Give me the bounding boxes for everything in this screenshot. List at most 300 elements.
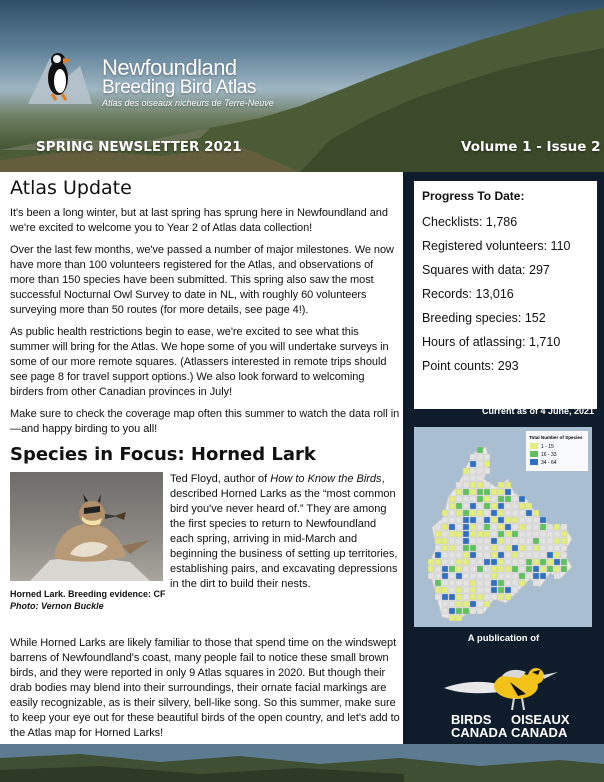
map-square bbox=[491, 524, 497, 530]
species-focus-section bbox=[10, 472, 400, 630]
map-square bbox=[477, 454, 483, 460]
map-square bbox=[498, 545, 504, 551]
map-square bbox=[519, 503, 525, 509]
map-square bbox=[554, 531, 560, 537]
map-square bbox=[456, 566, 462, 572]
map-square bbox=[477, 496, 483, 502]
map-square bbox=[505, 517, 511, 523]
map-square bbox=[519, 545, 525, 551]
map-square bbox=[491, 545, 497, 551]
map-square bbox=[533, 545, 539, 551]
map-square bbox=[491, 489, 497, 495]
map-square bbox=[533, 538, 539, 544]
map-square bbox=[484, 545, 490, 551]
map-square bbox=[540, 573, 546, 579]
map-square bbox=[512, 573, 518, 579]
map-legend-label: 34 - 64 bbox=[541, 460, 557, 466]
progress-box bbox=[414, 181, 597, 409]
map-square bbox=[477, 510, 483, 516]
map-square bbox=[540, 552, 546, 558]
map-square bbox=[470, 468, 476, 474]
map-square bbox=[484, 580, 490, 586]
map-square bbox=[533, 531, 539, 537]
map-square bbox=[498, 587, 504, 593]
map-square bbox=[505, 482, 511, 488]
map-square bbox=[449, 503, 455, 509]
map-square bbox=[484, 510, 490, 516]
map-square bbox=[442, 538, 448, 544]
map-square bbox=[554, 559, 560, 565]
map-square bbox=[561, 524, 567, 530]
map-square bbox=[519, 524, 525, 530]
map-square bbox=[456, 517, 462, 523]
map-square bbox=[470, 482, 476, 488]
map-square bbox=[428, 559, 434, 565]
map-square bbox=[512, 496, 518, 502]
map-square bbox=[533, 566, 539, 572]
map-square bbox=[491, 503, 497, 509]
birds-canada-logo-text bbox=[451, 713, 507, 739]
map-square bbox=[435, 587, 441, 593]
atlas-update-paragraph: It's been a long winter, but at last spring has sprung here in Newfoundland and we're excited to welcome you to Year 2 of Atlas data collection! bbox=[10, 207, 388, 234]
map-square bbox=[456, 608, 462, 614]
map-square bbox=[435, 552, 441, 558]
map-square bbox=[498, 580, 504, 586]
map-square bbox=[484, 566, 490, 572]
map-square bbox=[435, 531, 441, 537]
map-square bbox=[428, 573, 434, 579]
map-square bbox=[547, 524, 553, 530]
map-square bbox=[498, 559, 504, 565]
map-square bbox=[449, 580, 455, 586]
map-square bbox=[484, 468, 490, 474]
map-square bbox=[456, 587, 462, 593]
map-square bbox=[449, 545, 455, 551]
map-square bbox=[547, 538, 553, 544]
map-square bbox=[533, 510, 539, 516]
map-square bbox=[470, 475, 476, 481]
map-square bbox=[484, 454, 490, 460]
current-as-of-label: Current as of 4 June, 2021 bbox=[481, 406, 594, 416]
map-square bbox=[491, 566, 497, 572]
map-square bbox=[519, 573, 525, 579]
map-square bbox=[456, 531, 462, 537]
map-square bbox=[470, 594, 476, 600]
map-square bbox=[533, 573, 539, 579]
map-square bbox=[512, 503, 518, 509]
map-square bbox=[554, 538, 560, 544]
map-square bbox=[491, 580, 497, 586]
map-square bbox=[428, 566, 434, 572]
map-square bbox=[477, 594, 483, 600]
map-square bbox=[442, 524, 448, 530]
map-square bbox=[442, 573, 448, 579]
map-square bbox=[463, 531, 469, 537]
map-square bbox=[561, 552, 567, 558]
map-square bbox=[484, 538, 490, 544]
map-square bbox=[540, 538, 546, 544]
map-square bbox=[477, 552, 483, 558]
logo-en-line2: CANADA bbox=[451, 725, 508, 740]
map-square bbox=[456, 559, 462, 565]
map-square bbox=[477, 482, 483, 488]
map-square bbox=[456, 545, 462, 551]
map-square bbox=[463, 496, 469, 502]
map-square bbox=[498, 552, 504, 558]
map-square bbox=[477, 517, 483, 523]
map-square bbox=[526, 573, 532, 579]
map-square bbox=[470, 454, 476, 460]
map-square bbox=[498, 503, 504, 509]
intro-text-rest: , described Horned Larks as the “most common bird you've never heard of.” They are among the first species to return to Newfoundland each spring, arriving in mid-March and beginning the business of setting up territories, establishing pairs, and excavating depressions in the dirt to build their nests. bbox=[170, 473, 398, 590]
map-square bbox=[456, 496, 462, 502]
atlas-update-paragraph: Make sure to check the coverage map often this summer to watch the data roll in—and happy birding to you all! bbox=[10, 408, 400, 435]
map-square bbox=[484, 489, 490, 495]
map-square bbox=[442, 594, 448, 600]
map-square bbox=[505, 496, 511, 502]
map-legend-label: 16 - 33 bbox=[541, 452, 557, 458]
map-square bbox=[554, 552, 560, 558]
map-square bbox=[442, 580, 448, 586]
map-square bbox=[463, 573, 469, 579]
map-square bbox=[554, 524, 560, 530]
brand-title: Newfoundland bbox=[102, 55, 237, 80]
map-square bbox=[505, 580, 511, 586]
map-legend-swatch bbox=[530, 443, 538, 449]
map-square bbox=[456, 601, 462, 607]
map-square bbox=[442, 545, 448, 551]
map-square bbox=[505, 552, 511, 558]
map-square bbox=[484, 559, 490, 565]
map-square bbox=[463, 482, 469, 488]
coverage-map[interactable] bbox=[414, 427, 592, 627]
map-square bbox=[512, 517, 518, 523]
map-square bbox=[561, 538, 567, 544]
map-square bbox=[477, 489, 483, 495]
map-square bbox=[526, 559, 532, 565]
map-square bbox=[519, 580, 525, 586]
map-square bbox=[477, 531, 483, 537]
map-square bbox=[484, 587, 490, 593]
map-square bbox=[463, 608, 469, 614]
map-square bbox=[505, 545, 511, 551]
map-square bbox=[449, 531, 455, 537]
photo-caption-title: Horned Lark. Breeding evidence: CF bbox=[10, 589, 166, 599]
map-square bbox=[512, 524, 518, 530]
map-square bbox=[435, 559, 441, 565]
map-square bbox=[484, 461, 490, 467]
atlas-update-paragraph: As public health restrictions begin to ease, we're excited to see what this summer will bring for the Atlas. We hope some of you will undertake surveys in some of our more remote squares. (Atlassers interested in remote trips should see page 8 for travel support options.) We also look forward to welcoming birders from other Canadian provinces in July! bbox=[10, 326, 389, 398]
map-square bbox=[547, 531, 553, 537]
map-square bbox=[554, 573, 560, 579]
logo-fr-line1: OISEAUX bbox=[511, 712, 570, 727]
newsletter-label: SPRING NEWSLETTER 2021 bbox=[36, 139, 242, 155]
map-square bbox=[526, 517, 532, 523]
map-square bbox=[477, 559, 483, 565]
map-square bbox=[470, 552, 476, 558]
map-square bbox=[463, 517, 469, 523]
map-square bbox=[470, 517, 476, 523]
map-square bbox=[463, 566, 469, 572]
map-square bbox=[477, 503, 483, 509]
publication-label: A publication of bbox=[467, 633, 540, 644]
map-square bbox=[505, 566, 511, 572]
map-square bbox=[456, 594, 462, 600]
map-square bbox=[498, 496, 504, 502]
stat-checklists: Checklists: 1,786 bbox=[422, 215, 518, 229]
map-square bbox=[561, 545, 567, 551]
map-square bbox=[505, 489, 511, 495]
map-square bbox=[470, 538, 476, 544]
map-square bbox=[484, 496, 490, 502]
map-square bbox=[498, 482, 504, 488]
map-square bbox=[470, 587, 476, 593]
stat-breeding-species: Breeding species: 152 bbox=[422, 311, 546, 325]
stat-squares: Squares with data: 297 bbox=[422, 263, 550, 277]
stat-records: Records: 13,016 bbox=[422, 287, 514, 301]
species-focus-intro bbox=[170, 472, 402, 592]
map-square bbox=[449, 594, 455, 600]
map-square bbox=[456, 573, 462, 579]
map-square bbox=[477, 601, 483, 607]
map-square bbox=[561, 566, 567, 572]
map-square bbox=[449, 601, 455, 607]
map-square bbox=[435, 538, 441, 544]
map-square bbox=[533, 517, 539, 523]
map-square bbox=[456, 503, 462, 509]
map-square bbox=[561, 531, 567, 537]
map-square bbox=[470, 461, 476, 467]
map-square bbox=[540, 545, 546, 551]
map-square bbox=[519, 510, 525, 516]
map-square bbox=[526, 552, 532, 558]
map-square bbox=[470, 510, 476, 516]
map-square bbox=[540, 517, 546, 523]
map-square bbox=[505, 510, 511, 516]
map-square bbox=[477, 580, 483, 586]
map-square bbox=[477, 524, 483, 530]
map-square bbox=[512, 510, 518, 516]
map-square bbox=[449, 510, 455, 516]
map-square bbox=[484, 601, 490, 607]
map-square bbox=[456, 524, 462, 530]
map-square bbox=[491, 573, 497, 579]
map-square bbox=[442, 517, 448, 523]
map-square bbox=[561, 559, 567, 565]
map-square bbox=[498, 538, 504, 544]
map-square bbox=[484, 503, 490, 509]
map-square bbox=[519, 496, 525, 502]
map-square bbox=[484, 517, 490, 523]
bottom-landscape-image bbox=[0, 744, 604, 782]
map-square bbox=[533, 524, 539, 530]
map-square bbox=[540, 524, 546, 530]
map-square bbox=[554, 545, 560, 551]
map-square bbox=[470, 524, 476, 530]
map-square bbox=[470, 489, 476, 495]
map-square bbox=[484, 573, 490, 579]
map-square bbox=[540, 531, 546, 537]
map-square bbox=[463, 538, 469, 544]
map-square bbox=[547, 566, 553, 572]
logo-en-line1: BIRDS bbox=[451, 712, 492, 727]
map-square bbox=[470, 601, 476, 607]
map-square bbox=[477, 538, 483, 544]
map-square bbox=[519, 538, 525, 544]
map-square bbox=[554, 566, 560, 572]
birds-canada-meadowlark-icon bbox=[440, 662, 570, 712]
map-square bbox=[442, 510, 448, 516]
map-square bbox=[442, 601, 448, 607]
map-square bbox=[477, 608, 483, 614]
map-square bbox=[463, 559, 469, 565]
map-square bbox=[519, 566, 525, 572]
map-square bbox=[484, 531, 490, 537]
map-square bbox=[484, 552, 490, 558]
map-square bbox=[449, 517, 455, 523]
map-square bbox=[470, 573, 476, 579]
map-square bbox=[463, 594, 469, 600]
map-square bbox=[470, 608, 476, 614]
map-square bbox=[477, 545, 483, 551]
map-square bbox=[547, 545, 553, 551]
map-square bbox=[442, 559, 448, 565]
map-square bbox=[484, 594, 490, 600]
progress-title: Progress To Date: bbox=[422, 189, 525, 203]
map-square bbox=[477, 461, 483, 467]
map-square bbox=[512, 545, 518, 551]
map-square bbox=[449, 538, 455, 544]
map-square bbox=[435, 545, 441, 551]
map-square bbox=[505, 594, 511, 600]
map-legend-swatch bbox=[530, 451, 538, 457]
map-square bbox=[505, 587, 511, 593]
map-square bbox=[512, 531, 518, 537]
photo-credit: Photo: Vernon Buckle bbox=[10, 601, 104, 611]
map-square bbox=[456, 482, 462, 488]
map-square bbox=[498, 489, 504, 495]
header-banner bbox=[0, 0, 604, 172]
map-square bbox=[470, 566, 476, 572]
map-square bbox=[491, 517, 497, 523]
map-square bbox=[526, 531, 532, 537]
map-square bbox=[435, 594, 441, 600]
map-square bbox=[442, 552, 448, 558]
map-square bbox=[491, 538, 497, 544]
map-square bbox=[463, 468, 469, 474]
map-square bbox=[463, 510, 469, 516]
map-square bbox=[456, 580, 462, 586]
main-column bbox=[10, 176, 400, 748]
map-square bbox=[449, 587, 455, 593]
map-square bbox=[484, 524, 490, 530]
horned-lark-photo bbox=[10, 472, 163, 581]
map-square bbox=[456, 552, 462, 558]
map-square bbox=[547, 559, 553, 565]
map-square bbox=[491, 587, 497, 593]
map-square bbox=[519, 559, 525, 565]
map-square bbox=[456, 615, 462, 621]
map-square bbox=[512, 587, 518, 593]
map-square bbox=[505, 503, 511, 509]
photo-caption bbox=[10, 588, 166, 612]
map-square bbox=[435, 566, 441, 572]
atlas-update-heading: Atlas Update bbox=[10, 177, 132, 199]
map-square bbox=[470, 545, 476, 551]
species-focus-paragraph: While Horned Larks are likely familiar to those that spend time on the windswept barrens of Newfoundland's coast, many people fail to notice these small brown birds, and they were reported in only 9 Atlas squares in 2020. But though their drab bodies may blend into their surroundings, their ornate facial markings are easily recognizable, as is their silvery, bell-like song. So this summer, make sure to keep your eye out for these beautiful birds of the open country, and let's add to the Atlas map for Horned Larks! bbox=[10, 637, 400, 739]
map-square bbox=[477, 587, 483, 593]
map-square bbox=[498, 510, 504, 516]
map-square bbox=[505, 573, 511, 579]
map-square bbox=[491, 496, 497, 502]
map-square bbox=[526, 524, 532, 530]
map-square bbox=[526, 538, 532, 544]
map-square bbox=[463, 524, 469, 530]
map-square bbox=[498, 524, 504, 530]
map-square bbox=[519, 531, 525, 537]
map-square bbox=[477, 475, 483, 481]
map-square bbox=[442, 566, 448, 572]
map-square bbox=[512, 566, 518, 572]
map-square bbox=[498, 594, 504, 600]
map-square bbox=[533, 580, 539, 586]
map-square bbox=[512, 580, 518, 586]
map-square bbox=[470, 503, 476, 509]
map-square bbox=[526, 503, 532, 509]
map-square bbox=[449, 496, 455, 502]
map-square bbox=[463, 580, 469, 586]
map-square bbox=[477, 566, 483, 572]
map-square bbox=[526, 566, 532, 572]
map-square bbox=[470, 531, 476, 537]
map-square bbox=[484, 482, 490, 488]
map-square bbox=[442, 531, 448, 537]
map-square bbox=[519, 517, 525, 523]
map-square bbox=[526, 510, 532, 516]
map-square bbox=[470, 496, 476, 502]
map-square bbox=[491, 594, 497, 600]
map-square bbox=[533, 552, 539, 558]
map-square bbox=[519, 552, 525, 558]
map-square bbox=[463, 587, 469, 593]
map-square bbox=[449, 552, 455, 558]
map-square bbox=[449, 608, 455, 614]
map-square bbox=[512, 559, 518, 565]
map-square bbox=[477, 447, 483, 453]
book-title: How to Know the Birds bbox=[270, 473, 382, 485]
volume-issue-label: Volume 1 - Issue 2 bbox=[461, 139, 601, 155]
stat-point-counts: Point counts: 293 bbox=[422, 359, 519, 373]
map-square bbox=[463, 601, 469, 607]
map-square bbox=[435, 524, 441, 530]
map-square bbox=[498, 531, 504, 537]
map-square bbox=[463, 489, 469, 495]
map-legend-swatch bbox=[530, 459, 538, 465]
map-square bbox=[505, 531, 511, 537]
intro-text-start: Ted Floyd, author of bbox=[170, 473, 271, 485]
map-square bbox=[547, 552, 553, 558]
map-square bbox=[498, 573, 504, 579]
map-square bbox=[498, 566, 504, 572]
map-square bbox=[449, 573, 455, 579]
logo-fr-line2: CANADA bbox=[511, 725, 568, 740]
map-square bbox=[505, 524, 511, 530]
puffin-logo-icon bbox=[22, 38, 94, 110]
map-square bbox=[533, 559, 539, 565]
map-square bbox=[470, 580, 476, 586]
map-legend-label: 1 - 15 bbox=[541, 444, 554, 450]
brand-french-subtitle: Atlas des oiseaux nicheurs de Terre-Neuve bbox=[102, 98, 274, 108]
